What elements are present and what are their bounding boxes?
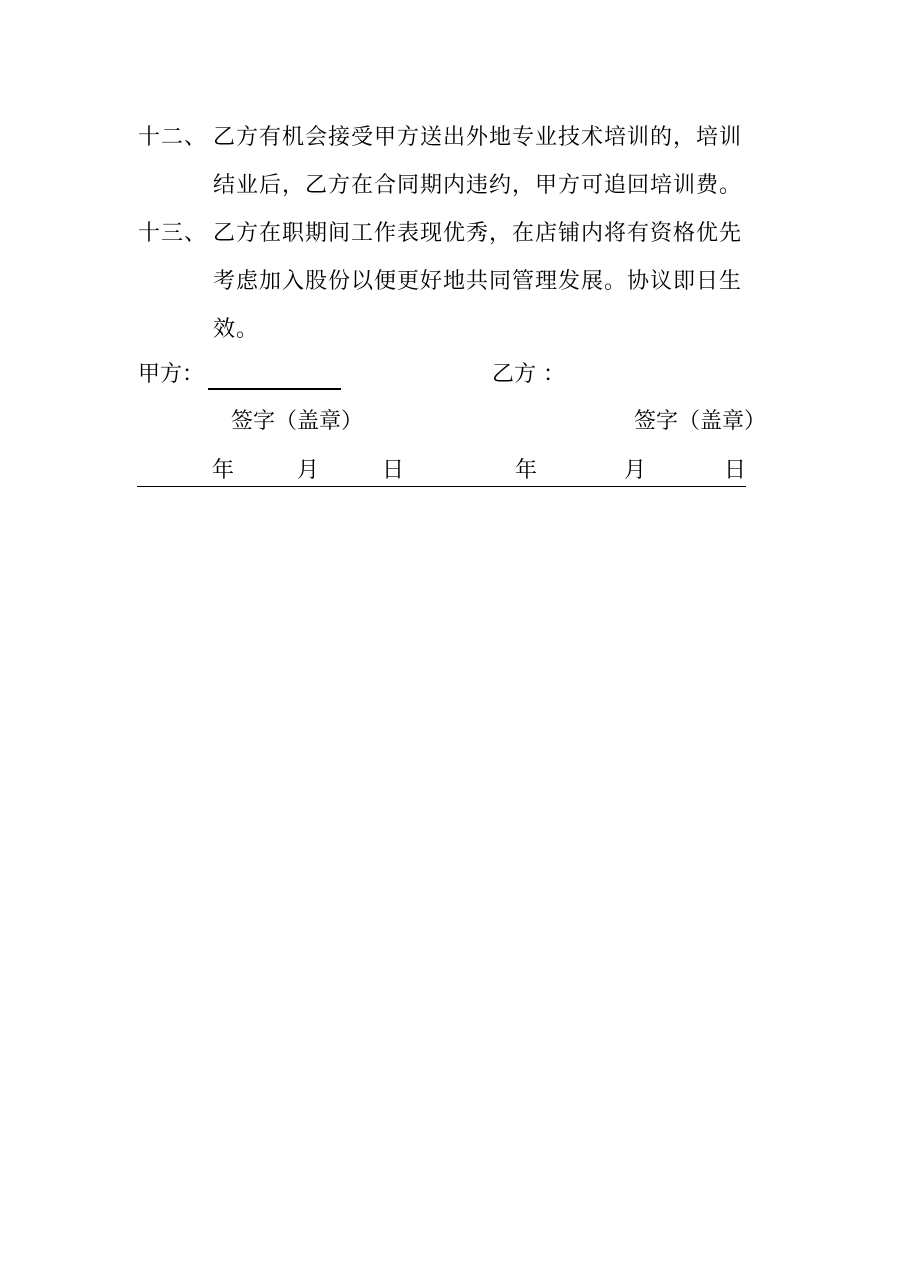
clause-13-text-2: 考虑加入股份以便更好地共同管理发展。协议即日生: [213, 269, 743, 294]
clause-13-text-3: 效。: [213, 317, 260, 342]
date-line: [137, 456, 746, 487]
clause-12-line-1: [138, 114, 778, 162]
clause-13: [138, 210, 778, 354]
party-a: [138, 360, 341, 390]
party-b: [492, 360, 565, 390]
party-b-month: 月: [624, 458, 647, 483]
party-b-day: 日: [724, 458, 747, 483]
party-a-label: 甲方：: [138, 362, 205, 387]
party-a-day: 日: [382, 458, 405, 483]
party-a-sign-seal: 签字（盖章）: [231, 409, 364, 434]
party-a-year: 年: [212, 458, 235, 483]
party-a-month: 月: [297, 458, 320, 483]
clause-13-text-1: 乙方在职期间工作表现优秀，在店铺内将有资格优先: [213, 221, 743, 246]
party-b-sign-seal: 签字（盖章）: [634, 409, 767, 434]
clause-12: [138, 114, 778, 210]
clause-12-text-2: 结业后，乙方在合同期内违约，甲方可追回培训费。: [213, 173, 743, 198]
clause-13-line-1: [138, 210, 778, 258]
clause-12-text-1: 乙方有机会接受甲方送出外地专业技术培训的，培训: [213, 125, 743, 150]
clause-12-number: 十二、: [138, 125, 208, 150]
party-a-signature-line[interactable]: [208, 366, 341, 390]
clause-13-number: 十三、: [138, 221, 208, 246]
party-b-year: 年: [515, 458, 538, 483]
party-b-label: 乙方 ：: [492, 362, 565, 387]
